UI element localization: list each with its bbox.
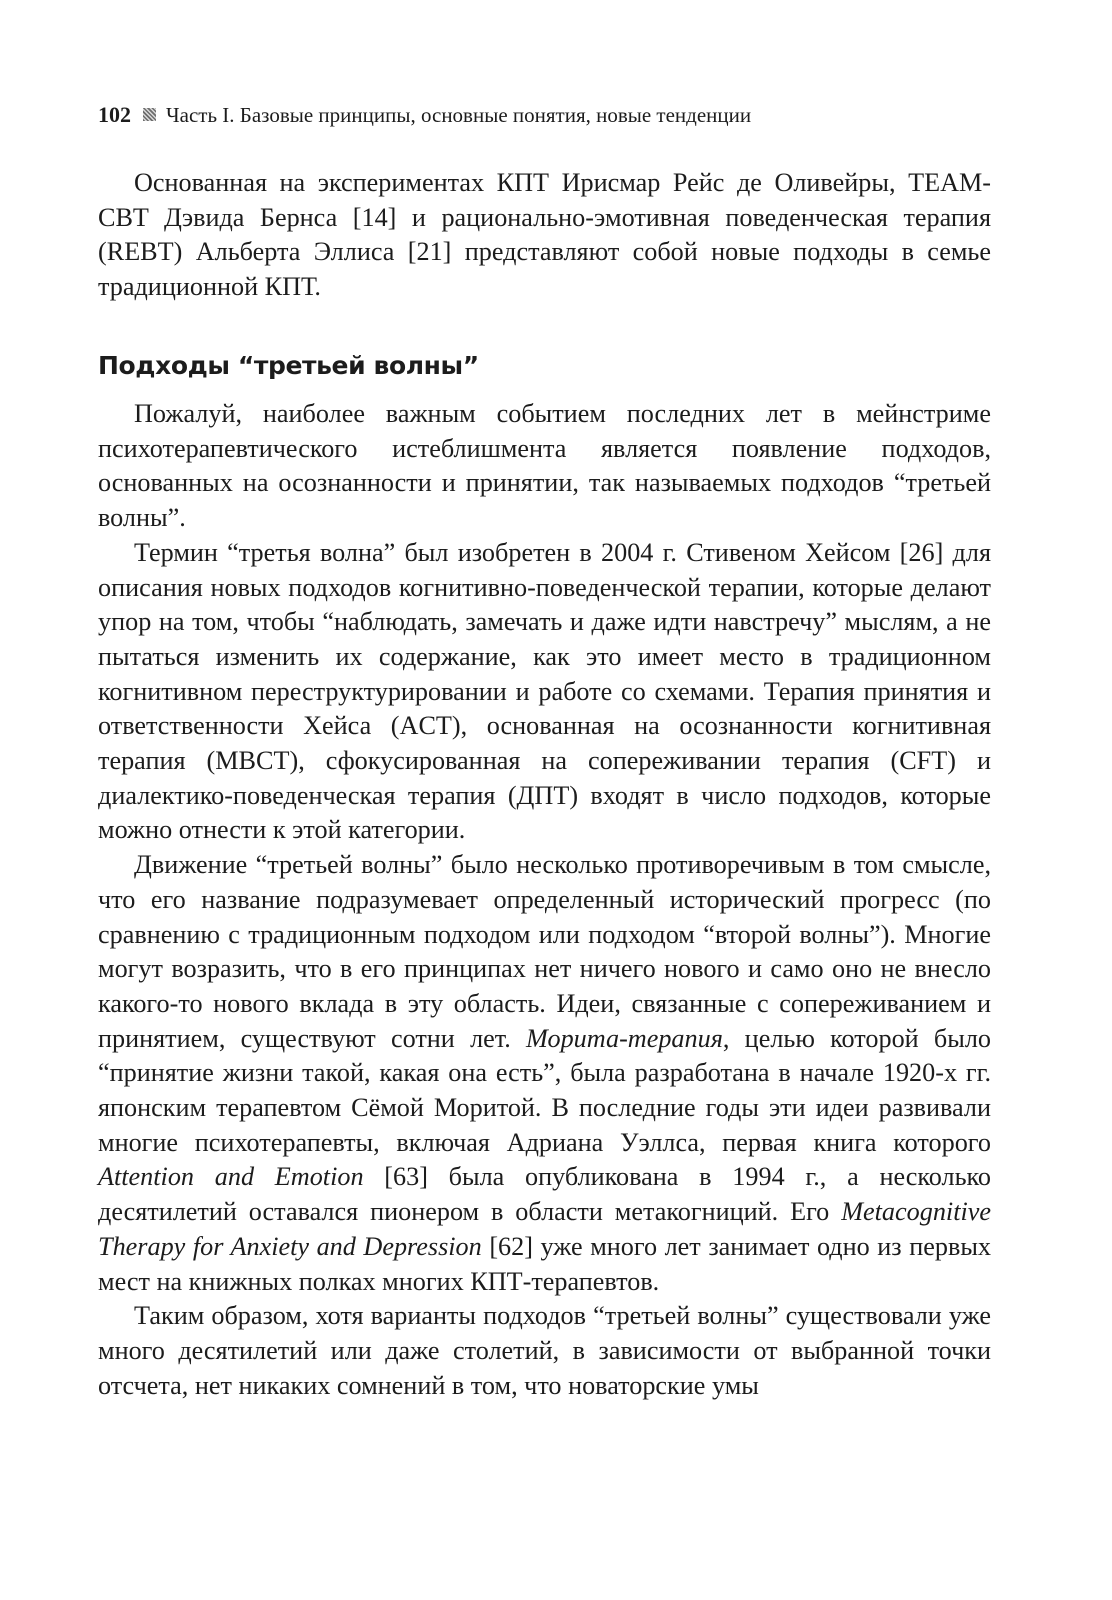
running-header — [98, 100, 1018, 130]
intro-text-block — [98, 166, 991, 305]
paragraph-controversy-text-2: , целью которой было “принятие жизни такой, какая она есть”, была разработана в начале 1920-х гг. японским терапевтом Сёмой Моритой. В последние годы эти идеи развивали многие психотерапевты, включая Адриана Уэллса, первая книга которого — [98, 1023, 991, 1157]
paragraph-controversy — [98, 848, 991, 1299]
book-title-metacognitive-therapy: Metacognitive Therapy for Anxiety and Depression — [98, 1197, 991, 1261]
paragraph-conclusion: Таким образом, хотя варианты подходов “третьей волны” существовали уже много десятилетий или даже столетий, в зависимости от выбранной точки отсчета, нет никаких сомнений в том, что новаторские умы — [98, 1301, 991, 1400]
morita-therapy-term: Морита-терапия — [526, 1023, 723, 1053]
section-text-block — [98, 397, 991, 1403]
page-number: 102 — [98, 102, 131, 127]
paragraph-mindfulness: Пожалуй, наиболее важным событием последних лет в мейнстриме психотерапевтического истеблишмента является появление подходов, основанных на осознанности и принятии, так называемых подходов “третьей волны”. — [98, 399, 991, 533]
paragraph-controversy-text-4: [62] уже много лет занимает одно из первых мест на книжных полках многих КПТ-терапевтов. — [98, 1231, 992, 1296]
section-heading: Подходы “третьей волны” — [98, 351, 479, 380]
paragraph-controversy-text-1: Движение “третьей волны” было несколько противоречивым в том смысле, что его название подразумевает определенный исторический прогресс (по сравнению с традиционным подходом или подходом “второй волны”). Многие могут возразить, что в его принципах нет ничего нового и само оно не внесло какого-то нового вклада в эту область. Идеи, связанные с сопереживанием и принятием, существуют сотни лет. — [98, 850, 991, 1053]
square-marker-icon — [143, 108, 156, 121]
running-title: Часть I. Базовые принципы, основные понятия, новые тенденции — [166, 103, 752, 127]
paragraph-third-wave-term: Термин “третья волна” был изобретен в 2004 г. Стивеном Хейсом [26] для описания новых подходов когнитивно-поведенческой терапии, которые делают упор на том, чтобы “наблюдать, замечать и даже идти навстречу” мыслям, а не пытаться изменить их содержание, как это имеет место в традиционном когнитивном переструктурировании и работе со схемами. Терапия принятия и ответственности Хейса (ACT), основанная на осознанности когнитивная терапия (MBCT), сфокусированная на сопереживании терапия (CFT) и диалектико-поведенческая терапия (ДПТ) входят в число подходов, которые можно отнести к этой категории. — [98, 537, 991, 845]
intro-paragraph: Основанная на экспериментах КПТ Ирисмар Рейс де Оливейры, TEAM-CBT Дэвида Бернса [14] и рационально-эмотивная поведенческая терапия (REBT) Альберта Эллиса [21] представляют собой новые подходы в семье традиционной КПТ. — [98, 168, 991, 302]
paragraph-controversy-text-3: [63] была опубликована в 1994 г., а несколько десятилетий оставался пионером в области метакогниций. Его — [98, 1162, 991, 1227]
book-title-attention-and-emotion: Attention and Emotion — [98, 1162, 364, 1192]
